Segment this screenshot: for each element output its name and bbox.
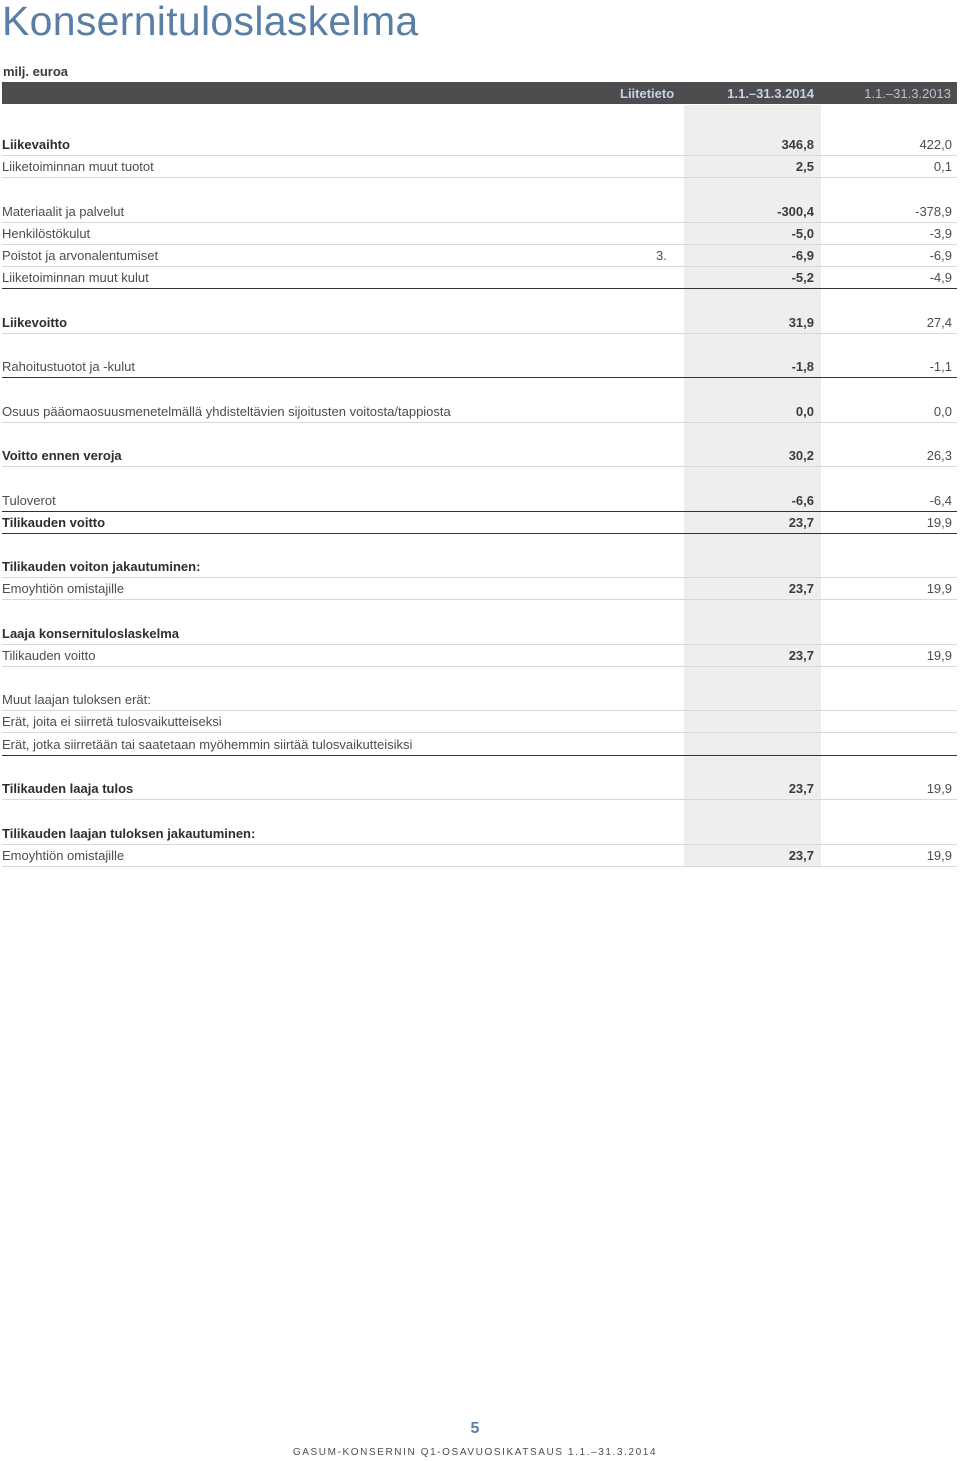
value-2014: 2,5 bbox=[795, 159, 814, 174]
value-2013: -6,9 bbox=[929, 248, 952, 263]
row-label: Liiketoiminnan muut kulut bbox=[2, 270, 149, 285]
page-title: Konsernituloslaskelma bbox=[2, 0, 419, 44]
value-2013: 0,1 bbox=[933, 159, 952, 174]
table-row bbox=[2, 844, 957, 867]
value-2014: 23,7 bbox=[788, 515, 814, 530]
table-header bbox=[2, 82, 957, 104]
table-row bbox=[2, 444, 957, 467]
value-2013: 422,0 bbox=[919, 137, 952, 152]
row-label: Liikevoitto bbox=[2, 315, 68, 330]
table-row bbox=[2, 710, 957, 733]
value-2014: 31,9 bbox=[788, 315, 814, 330]
row-label: Liiketoiminnan muut tuotot bbox=[2, 159, 154, 174]
value-2013: -4,9 bbox=[929, 270, 952, 285]
row-label: Tilikauden voitto bbox=[2, 648, 96, 663]
value-2013: 19,9 bbox=[926, 515, 952, 530]
table-row bbox=[2, 822, 957, 845]
row-label: Poistot ja arvonalentumiset bbox=[2, 248, 159, 263]
table-row bbox=[2, 222, 957, 245]
row-label: Laaja konsernituloslaskelma bbox=[2, 626, 180, 641]
header-period-2013: 1.1.–31.3.2013 bbox=[864, 86, 951, 101]
row-label: Materiaalit ja palvelut bbox=[2, 204, 125, 219]
value-2014: 23,7 bbox=[788, 581, 814, 596]
row-label: Erät, joita ei siirretä tulosvaikutteiseksi bbox=[2, 714, 222, 729]
table-row bbox=[2, 244, 957, 267]
row-label: Henkilöstökulut bbox=[2, 226, 91, 241]
row-label: Liikevaihto bbox=[2, 137, 70, 152]
row-note: 3. bbox=[656, 248, 667, 263]
table-row bbox=[2, 266, 957, 289]
value-2013: 19,9 bbox=[926, 848, 952, 863]
unit-label: milj. euroa bbox=[3, 64, 69, 79]
row-label: Tilikauden laaja tulos bbox=[2, 781, 134, 796]
value-2014: 30,2 bbox=[788, 448, 814, 463]
table-row bbox=[2, 400, 957, 423]
value-2013: -378,9 bbox=[915, 204, 952, 219]
table-row bbox=[2, 555, 957, 578]
value-2013: 27,4 bbox=[926, 315, 952, 330]
row-label: Erät, jotka siirretään tai saatetaan myöhemmin siirtää tulosvaikutteisiksi bbox=[2, 737, 413, 752]
value-2013: 19,9 bbox=[926, 581, 952, 596]
value-2013: -3,9 bbox=[929, 226, 952, 241]
value-2014: -5,0 bbox=[791, 226, 814, 241]
value-2014: 23,7 bbox=[788, 781, 814, 796]
table-row bbox=[2, 200, 957, 223]
value-2013: 26,3 bbox=[926, 448, 952, 463]
table-row bbox=[2, 311, 957, 334]
table-row bbox=[2, 622, 957, 645]
row-label: Rahoitustuotot ja -kulut bbox=[2, 359, 135, 374]
table-row bbox=[2, 777, 957, 800]
row-label: Tuloverot bbox=[2, 493, 56, 508]
row-label: Tilikauden laajan tuloksen jakautuminen: bbox=[2, 826, 256, 841]
table-row bbox=[2, 133, 957, 156]
row-label: Tilikauden voiton jakautuminen: bbox=[2, 559, 201, 574]
value-2014: -5,2 bbox=[791, 270, 814, 285]
value-2013: 0,0 bbox=[933, 404, 952, 419]
row-label: Tilikauden voitto bbox=[2, 515, 106, 530]
value-2013: -6,4 bbox=[929, 493, 952, 508]
value-2014: 0,0 bbox=[795, 404, 814, 419]
value-2014: 23,7 bbox=[788, 848, 814, 863]
table-row bbox=[2, 644, 957, 667]
value-2013: 19,9 bbox=[926, 648, 952, 663]
table-row bbox=[2, 577, 957, 600]
table-row bbox=[2, 511, 957, 534]
row-label: Voitto ennen veroja bbox=[2, 448, 122, 463]
table-row bbox=[2, 355, 957, 378]
value-2014: 23,7 bbox=[788, 648, 814, 663]
row-label: Osuus pääomaosuusmenetelmällä yhdisteltävien sijoitusten voitosta/tappiosta bbox=[2, 404, 451, 419]
row-label: Muut laajan tuloksen erät: bbox=[2, 692, 151, 707]
value-2014: -300,4 bbox=[777, 204, 814, 219]
footer-text: GASUM-KONSERNIN Q1-OSAVUOSIKATSAUS 1.1.–31.3.2014 bbox=[292, 1447, 658, 1458]
page-number: 5 bbox=[470, 1420, 480, 1437]
value-2014: -6,9 bbox=[791, 248, 814, 263]
table-row bbox=[2, 688, 957, 711]
header-note: Liitetieto bbox=[620, 86, 675, 101]
header-period-2014: 1.1.–31.3.2014 bbox=[727, 86, 814, 101]
table-row bbox=[2, 155, 957, 178]
value-2013: 19,9 bbox=[926, 781, 952, 796]
value-2014: 346,8 bbox=[781, 137, 814, 152]
value-2014: -1,8 bbox=[791, 359, 814, 374]
row-label: Emoyhtiön omistajille bbox=[2, 581, 125, 596]
table-row bbox=[2, 489, 957, 512]
value-2014: -6,6 bbox=[791, 493, 814, 508]
value-2013: -1,1 bbox=[929, 359, 952, 374]
row-label: Emoyhtiön omistajille bbox=[2, 848, 125, 863]
table-row bbox=[2, 733, 957, 756]
